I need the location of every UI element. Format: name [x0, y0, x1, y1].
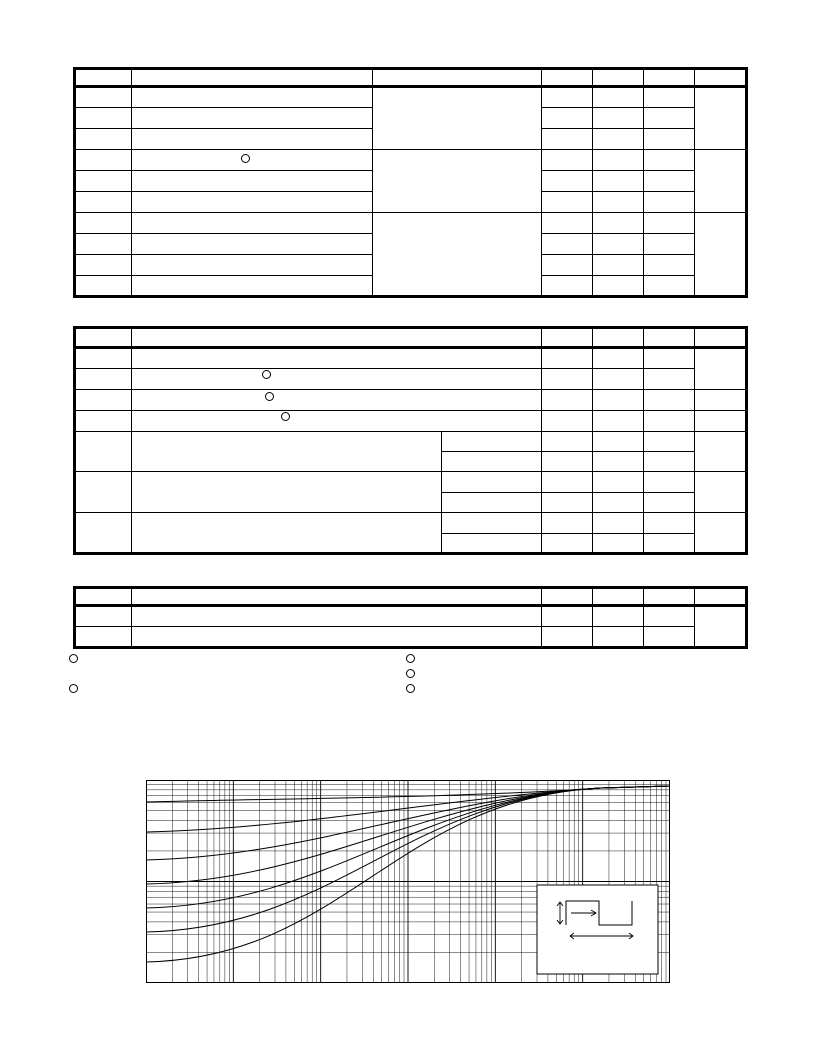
table-row [75, 513, 747, 534]
table-row [75, 432, 747, 452]
table-row [75, 390, 747, 411]
table-row [75, 150, 747, 171]
package-table [73, 586, 748, 649]
note-mark-icon [281, 412, 290, 421]
ratings-table [73, 67, 748, 298]
table-row [75, 213, 747, 234]
transient-response-chart [146, 780, 670, 983]
note-mark-icon [265, 392, 274, 401]
table-header-row [75, 588, 747, 606]
characteristics-table [73, 326, 748, 555]
table-row [75, 472, 747, 493]
table-row [75, 627, 747, 648]
footnote-mark-icon [406, 669, 415, 678]
note-mark-icon [241, 154, 250, 163]
table-row [75, 348, 747, 369]
table-row [75, 606, 747, 627]
pulse-inset [537, 885, 658, 974]
table-header-row [75, 69, 747, 87]
table-row [75, 411, 747, 432]
table-row [75, 369, 747, 390]
footnote-mark-icon [406, 654, 415, 663]
footnote-mark-icon [69, 654, 78, 663]
table-row [75, 87, 747, 108]
inset-frame [537, 885, 658, 974]
footnote-mark-icon [406, 684, 415, 693]
note-mark-icon [262, 370, 271, 379]
table-header-row [75, 328, 747, 348]
footnote-mark-icon [69, 684, 78, 693]
